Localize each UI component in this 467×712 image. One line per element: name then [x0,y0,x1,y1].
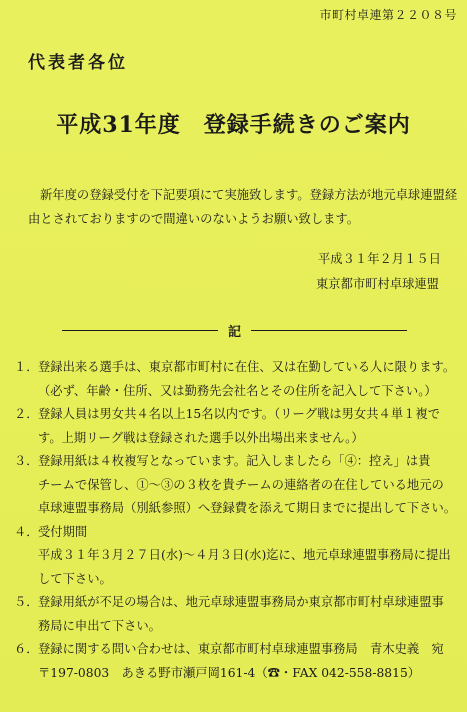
item-line: 受付期間 [38,524,88,539]
list-item [14,356,464,403]
addressee: 代表者各位 [28,53,128,73]
item-line: す。上期リーグ戦は登録された選手以外出場出来ません。） [38,430,364,445]
page-title: 平成31年度 登録手続きのご案内 [56,112,411,138]
ki-label: 記 [228,324,242,340]
item-line: 平成３１年３月２７日(水)～４月３日(水)迄に、地元卓球連盟事務局に提出 [38,548,451,562]
item-line: 〒197-0803 あきる野市瀬戸岡161-4（☎・FAX 042-558-8815） [38,665,421,680]
item-line: して下さい。 [38,571,112,586]
item-number: ５． [14,595,39,609]
divider-line-right [251,330,407,331]
item-line: 登録人員は男女共４名以上15名以内です。（リーグ戦は男女共４単１複で [38,407,441,421]
ki-divider [62,322,407,338]
document-number: 市町村卓連第２２０８号 [319,8,457,22]
item-number: ４． [14,524,39,539]
list-item [14,638,464,685]
divider-line-left [62,330,218,331]
issue-date: 平成３１年２月１５日 [318,252,441,266]
intro-paragraph [28,183,458,231]
sender-organization: 東京都市町村卓球連盟 [316,277,439,291]
item-line: 卓球連盟事務局（別紙参照）へ登録費を添えて期日までに提出して下さい。 [38,501,457,515]
item-number: ３． [14,454,39,468]
list-item [14,403,464,450]
item-line: 登録用紙は４枚複写となっています。記入しましたら「④：控え」は貴 [38,454,431,468]
list-item [14,591,464,638]
item-line: 登録用紙が不足の場合は、地元卓球連盟事務局か東京都市町村卓球連盟事 [38,595,444,609]
list-item [14,521,464,592]
intro-line-1: 新年度の登録受付を下記要項にて実施致します。登録方法が地元卓球連盟経 [40,188,458,202]
item-line: 登録出来る選手は、東京都市町村に在住、又は在勤している人に限ります。 [38,360,456,374]
list-item [14,450,464,521]
item-number: ６． [14,642,39,656]
item-number: ２． [14,407,39,421]
item-line: （必ず、年齢・住所、又は勤務先会社名とその住所を記入して下さい。） [38,383,437,398]
item-list [14,356,464,685]
item-line: 登録に関する問い合わせは、東京都市町村卓球連盟事務局 青木史義 宛 [38,642,444,656]
intro-line-2: 由とされておりますので間違いのないようお願い致します。 [28,212,360,226]
item-line: 務局に申出て下さい。 [38,618,161,633]
item-number: １． [14,360,39,374]
item-line: チームで保管し、①～③の３枚を貴チームの連絡者の在住している地元の [38,477,444,492]
